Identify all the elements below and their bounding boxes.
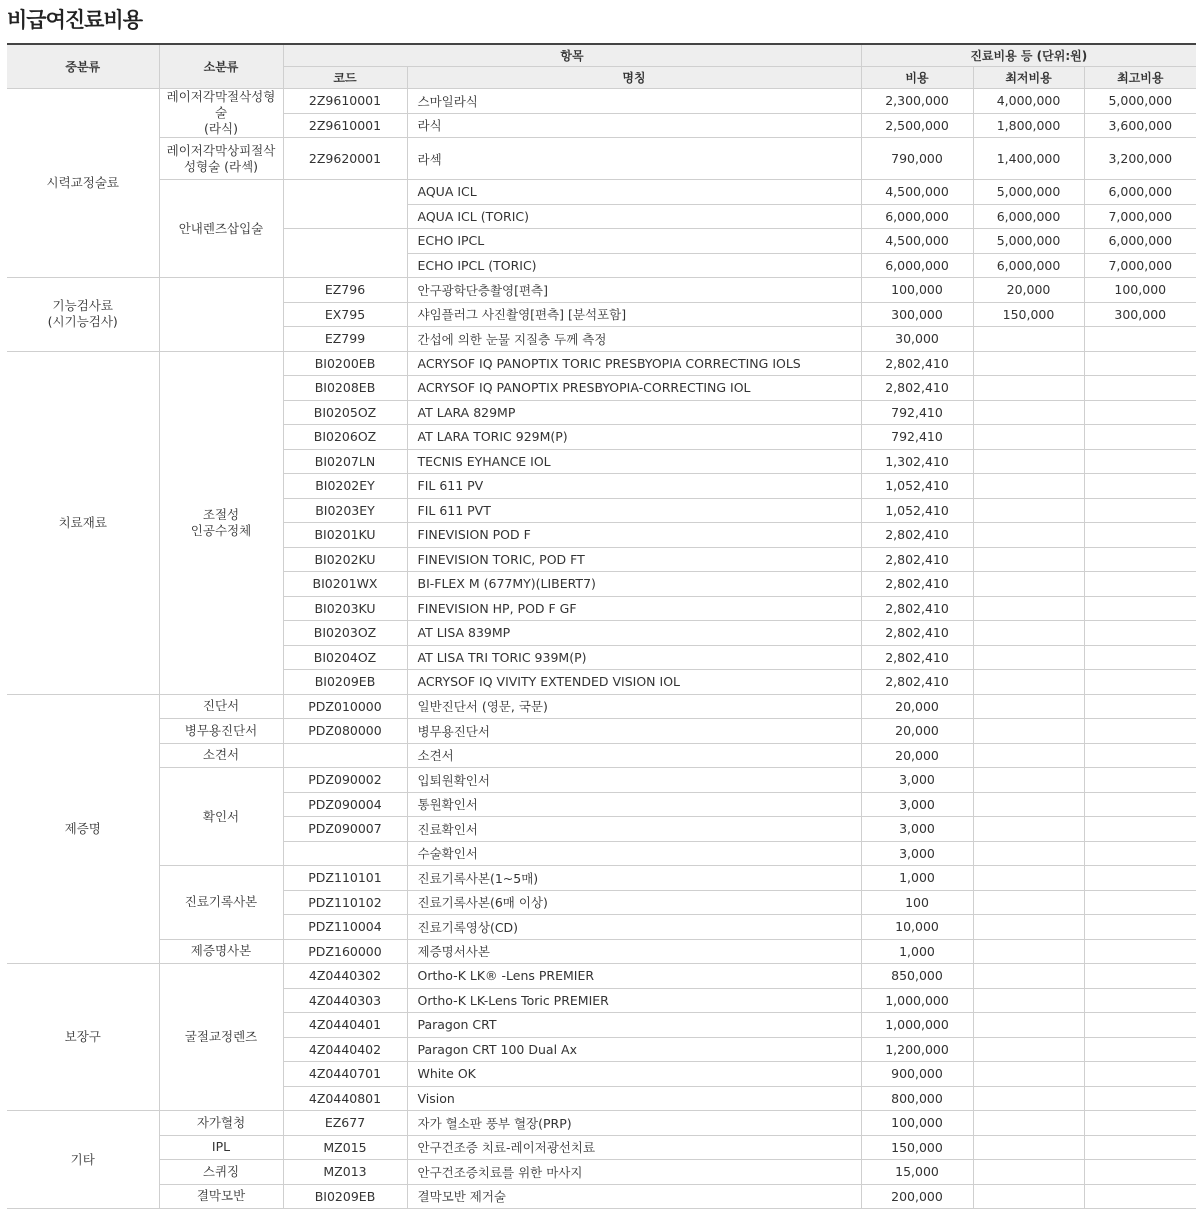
name-cell: 샤임플러그 사진촬영[편측] [분석포함]: [407, 302, 861, 327]
category-cell: 제증명: [7, 694, 159, 964]
header-code: 코드: [283, 67, 407, 89]
min-cost-cell: [973, 1013, 1084, 1038]
min-cost-cell: [973, 743, 1084, 768]
cost-cell: 4,500,000: [861, 229, 973, 254]
code-cell: BI0202EY: [283, 474, 407, 499]
min-cost-cell: [973, 792, 1084, 817]
table-row: [7, 1160, 1196, 1185]
code-cell: 4Z0440401: [283, 1013, 407, 1038]
name-cell: 간섭에 의한 눈물 지질층 두께 측정: [407, 327, 861, 352]
code-cell: EZ799: [283, 327, 407, 352]
header-cost-group: 진료비용 등 (단위:원): [861, 44, 1196, 67]
code-cell: [283, 743, 407, 768]
name-cell: 병무용진단서: [407, 719, 861, 744]
cost-cell: 4,500,000: [861, 180, 973, 205]
min-cost-cell: [973, 474, 1084, 499]
max-cost-cell: [1084, 964, 1196, 989]
cost-cell: 2,802,410: [861, 376, 973, 401]
code-cell: [283, 229, 407, 278]
subcategory-cell: IPL: [159, 1135, 283, 1160]
min-cost-cell: [973, 841, 1084, 866]
max-cost-cell: [1084, 866, 1196, 891]
min-cost-cell: 6,000,000: [973, 204, 1084, 229]
name-cell: Paragon CRT 100 Dual Ax: [407, 1037, 861, 1062]
subcategory-cell: 레이저각막상피절삭 성형술 (라섹): [159, 138, 283, 180]
max-cost-cell: [1084, 449, 1196, 474]
min-cost-cell: [973, 866, 1084, 891]
code-cell: PDZ160000: [283, 939, 407, 964]
name-cell: FIL 611 PV: [407, 474, 861, 499]
code-cell: 2Z9610001: [283, 113, 407, 138]
header-subcategory: 소분류: [159, 44, 283, 89]
cost-cell: 2,300,000: [861, 89, 973, 114]
cost-cell: 3,000: [861, 792, 973, 817]
name-cell: AQUA ICL (TORIC): [407, 204, 861, 229]
name-cell: 제증명서사본: [407, 939, 861, 964]
cost-cell: 1,302,410: [861, 449, 973, 474]
code-cell: 4Z0440701: [283, 1062, 407, 1087]
max-cost-cell: [1084, 425, 1196, 450]
code-cell: PDZ080000: [283, 719, 407, 744]
min-cost-cell: [973, 621, 1084, 646]
cost-cell: 1,000: [861, 939, 973, 964]
table-row: [7, 1184, 1196, 1209]
code-cell: BI0201WX: [283, 572, 407, 597]
min-cost-cell: [973, 890, 1084, 915]
table-row: [7, 180, 1196, 205]
cost-cell: 2,802,410: [861, 621, 973, 646]
code-cell: BI0202KU: [283, 547, 407, 572]
min-cost-cell: [973, 498, 1084, 523]
max-cost-cell: [1084, 474, 1196, 499]
max-cost-cell: [1084, 645, 1196, 670]
min-cost-cell: [973, 817, 1084, 842]
min-cost-cell: 5,000,000: [973, 229, 1084, 254]
cost-cell: 1,000,000: [861, 988, 973, 1013]
max-cost-cell: [1084, 498, 1196, 523]
code-cell: BI0203OZ: [283, 621, 407, 646]
cost-cell: 900,000: [861, 1062, 973, 1087]
cost-cell: 2,802,410: [861, 645, 973, 670]
table-row: [7, 89, 1196, 114]
subcategory-cell: 진단서: [159, 694, 283, 719]
max-cost-cell: [1084, 1111, 1196, 1136]
name-cell: 라식: [407, 113, 861, 138]
cost-cell: 1,052,410: [861, 474, 973, 499]
min-cost-cell: [973, 1184, 1084, 1209]
code-cell: 4Z0440402: [283, 1037, 407, 1062]
min-cost-cell: [973, 768, 1084, 793]
code-cell: PDZ090004: [283, 792, 407, 817]
table-row: [7, 351, 1196, 376]
cost-cell: 30,000: [861, 327, 973, 352]
cost-cell: 100,000: [861, 278, 973, 303]
min-cost-cell: 5,000,000: [973, 180, 1084, 205]
max-cost-cell: 3,200,000: [1084, 138, 1196, 180]
subcategory-cell: 자가혈청: [159, 1111, 283, 1136]
max-cost-cell: 7,000,000: [1084, 204, 1196, 229]
header-min-cost: 최저비용: [973, 67, 1084, 89]
name-cell: 안구건조증치료를 위한 마사지: [407, 1160, 861, 1185]
header-name: 명칭: [407, 67, 861, 89]
max-cost-cell: [1084, 327, 1196, 352]
min-cost-cell: [973, 1037, 1084, 1062]
name-cell: 결막모반 제거술: [407, 1184, 861, 1209]
code-cell: PDZ090002: [283, 768, 407, 793]
cost-cell: 1,052,410: [861, 498, 973, 523]
cost-cell: 3,000: [861, 817, 973, 842]
table-row: [7, 138, 1196, 180]
cost-cell: 2,802,410: [861, 596, 973, 621]
code-cell: BI0206OZ: [283, 425, 407, 450]
cost-cell: 300,000: [861, 302, 973, 327]
code-cell: PDZ090007: [283, 817, 407, 842]
max-cost-cell: [1084, 400, 1196, 425]
code-cell: 2Z9610001: [283, 89, 407, 114]
name-cell: ACRYSOF IQ VIVITY EXTENDED VISION IOL: [407, 670, 861, 695]
cost-cell: 200,000: [861, 1184, 973, 1209]
cost-cell: 790,000: [861, 138, 973, 180]
name-cell: 라섹: [407, 138, 861, 180]
subcategory-cell: 조절성 인공수정체: [159, 351, 283, 694]
name-cell: 스마일라식: [407, 89, 861, 114]
header-cost: 비용: [861, 67, 973, 89]
cost-cell: 20,000: [861, 719, 973, 744]
code-cell: PDZ110101: [283, 866, 407, 891]
min-cost-cell: 1,400,000: [973, 138, 1084, 180]
max-cost-cell: [1084, 1037, 1196, 1062]
cost-cell: 2,802,410: [861, 351, 973, 376]
min-cost-cell: [973, 376, 1084, 401]
max-cost-cell: [1084, 915, 1196, 940]
cost-cell: 20,000: [861, 694, 973, 719]
min-cost-cell: [973, 449, 1084, 474]
name-cell: AT LARA TORIC 929M(P): [407, 425, 861, 450]
code-cell: BI0209EB: [283, 670, 407, 695]
min-cost-cell: [973, 1160, 1084, 1185]
max-cost-cell: [1084, 1135, 1196, 1160]
max-cost-cell: 3,600,000: [1084, 113, 1196, 138]
max-cost-cell: 7,000,000: [1084, 253, 1196, 278]
code-cell: 4Z0440302: [283, 964, 407, 989]
min-cost-cell: [973, 670, 1084, 695]
name-cell: ECHO IPCL (TORIC): [407, 253, 861, 278]
min-cost-cell: [973, 1135, 1084, 1160]
name-cell: 통원확인서: [407, 792, 861, 817]
category-cell: 치료재료: [7, 351, 159, 694]
header-max-cost: 최고비용: [1084, 67, 1196, 89]
max-cost-cell: 6,000,000: [1084, 229, 1196, 254]
max-cost-cell: [1084, 890, 1196, 915]
code-cell: MZ013: [283, 1160, 407, 1185]
min-cost-cell: [973, 719, 1084, 744]
name-cell: ACRYSOF IQ PANOPTIX TORIC PRESBYOPIA CORRECTING IOLS: [407, 351, 861, 376]
cost-cell: 1,200,000: [861, 1037, 973, 1062]
code-cell: BI0209EB: [283, 1184, 407, 1209]
name-cell: Vision: [407, 1086, 861, 1111]
cost-cell: 10,000: [861, 915, 973, 940]
name-cell: 진료기록영상(CD): [407, 915, 861, 940]
min-cost-cell: [973, 596, 1084, 621]
name-cell: FINEVISION POD F: [407, 523, 861, 548]
max-cost-cell: [1084, 596, 1196, 621]
name-cell: 진료확인서: [407, 817, 861, 842]
min-cost-cell: [973, 1086, 1084, 1111]
code-cell: PDZ110004: [283, 915, 407, 940]
name-cell: FIL 611 PVT: [407, 498, 861, 523]
min-cost-cell: [973, 1111, 1084, 1136]
min-cost-cell: [973, 988, 1084, 1013]
name-cell: 소견서: [407, 743, 861, 768]
max-cost-cell: [1084, 351, 1196, 376]
min-cost-cell: [973, 400, 1084, 425]
cost-cell: 3,000: [861, 841, 973, 866]
header-category: 중분류: [7, 44, 159, 89]
code-cell: 4Z0440303: [283, 988, 407, 1013]
cost-cell: 2,802,410: [861, 572, 973, 597]
max-cost-cell: [1084, 670, 1196, 695]
name-cell: Ortho-K LK® -Lens PREMIER: [407, 964, 861, 989]
page-title: 비급여진료비용: [7, 8, 143, 32]
max-cost-cell: 100,000: [1084, 278, 1196, 303]
cost-cell: 150,000: [861, 1135, 973, 1160]
name-cell: AQUA ICL: [407, 180, 861, 205]
code-cell: PDZ010000: [283, 694, 407, 719]
subcategory-cell: 진료기록사본: [159, 866, 283, 940]
name-cell: 진료기록사본(6매 이상): [407, 890, 861, 915]
max-cost-cell: [1084, 1184, 1196, 1209]
code-cell: BI0205OZ: [283, 400, 407, 425]
cost-cell: 2,500,000: [861, 113, 973, 138]
name-cell: 안구광학단층촬영[편측]: [407, 278, 861, 303]
name-cell: 수술확인서: [407, 841, 861, 866]
name-cell: BI-FLEX M (677MY)(LIBERT7): [407, 572, 861, 597]
code-cell: BI0208EB: [283, 376, 407, 401]
max-cost-cell: [1084, 719, 1196, 744]
subcategory-cell: 스퀴징: [159, 1160, 283, 1185]
cost-cell: 100: [861, 890, 973, 915]
min-cost-cell: [973, 425, 1084, 450]
subcategory-cell: 병무용진단서: [159, 719, 283, 744]
code-cell: BI0201KU: [283, 523, 407, 548]
cost-cell: 1,000: [861, 866, 973, 891]
table-row: [7, 964, 1196, 989]
min-cost-cell: [973, 351, 1084, 376]
name-cell: ACRYSOF IQ PANOPTIX PRESBYOPIA-CORRECTING IOL: [407, 376, 861, 401]
name-cell: AT LISA TRI TORIC 939M(P): [407, 645, 861, 670]
category-cell: 기타: [7, 1111, 159, 1209]
table-row: [7, 939, 1196, 964]
cost-cell: 3,000: [861, 768, 973, 793]
name-cell: 입퇴원확인서: [407, 768, 861, 793]
code-cell: BI0203KU: [283, 596, 407, 621]
table-row: [7, 1135, 1196, 1160]
max-cost-cell: 5,000,000: [1084, 89, 1196, 114]
cost-cell: 6,000,000: [861, 253, 973, 278]
name-cell: 안구건조증 치료-레이저광선치료: [407, 1135, 861, 1160]
min-cost-cell: [973, 694, 1084, 719]
max-cost-cell: [1084, 572, 1196, 597]
cost-cell: 850,000: [861, 964, 973, 989]
name-cell: 자가 혈소판 풍부 혈장(PRP): [407, 1111, 861, 1136]
subcategory-cell: 확인서: [159, 768, 283, 866]
code-cell: MZ015: [283, 1135, 407, 1160]
min-cost-cell: [973, 964, 1084, 989]
table-row: [7, 768, 1196, 793]
category-cell: 보장구: [7, 964, 159, 1111]
code-cell: EZ677: [283, 1111, 407, 1136]
max-cost-cell: 300,000: [1084, 302, 1196, 327]
cost-cell: 2,802,410: [861, 523, 973, 548]
cost-cell: 792,410: [861, 425, 973, 450]
subcategory-cell: 제증명사본: [159, 939, 283, 964]
name-cell: 진료기록사본(1~5매): [407, 866, 861, 891]
max-cost-cell: [1084, 1160, 1196, 1185]
max-cost-cell: [1084, 939, 1196, 964]
table-row: [7, 278, 1196, 303]
name-cell: FINEVISION TORIC, POD FT: [407, 547, 861, 572]
table-row: [7, 1111, 1196, 1136]
subcategory-cell: 레이저각막절삭성형술 (라식): [159, 89, 283, 138]
table-row: [7, 743, 1196, 768]
category-cell: 시력교정술료: [7, 89, 159, 278]
code-cell: [283, 180, 407, 229]
code-cell: BI0204OZ: [283, 645, 407, 670]
max-cost-cell: [1084, 841, 1196, 866]
subcategory-cell: 안내렌즈삽입술: [159, 180, 283, 278]
min-cost-cell: 1,800,000: [973, 113, 1084, 138]
cost-cell: 2,802,410: [861, 547, 973, 572]
min-cost-cell: 20,000: [973, 278, 1084, 303]
name-cell: White OK: [407, 1062, 861, 1087]
cost-cell: 15,000: [861, 1160, 973, 1185]
name-cell: Ortho-K LK-Lens Toric PREMIER: [407, 988, 861, 1013]
min-cost-cell: [973, 645, 1084, 670]
table-row: [7, 719, 1196, 744]
subcategory-cell: 결막모반: [159, 1184, 283, 1209]
header-item: 항목: [283, 44, 861, 67]
subcategory-cell: [159, 278, 283, 352]
min-cost-cell: [973, 1062, 1084, 1087]
cost-cell: 792,410: [861, 400, 973, 425]
max-cost-cell: [1084, 621, 1196, 646]
name-cell: FINEVISION HP, POD F GF: [407, 596, 861, 621]
min-cost-cell: [973, 572, 1084, 597]
subcategory-cell: 굴절교정렌즈: [159, 964, 283, 1111]
max-cost-cell: [1084, 694, 1196, 719]
max-cost-cell: [1084, 547, 1196, 572]
max-cost-cell: [1084, 523, 1196, 548]
cost-cell: 20,000: [861, 743, 973, 768]
name-cell: 일반진단서 (영문, 국문): [407, 694, 861, 719]
code-cell: [283, 841, 407, 866]
code-cell: EZ796: [283, 278, 407, 303]
min-cost-cell: [973, 915, 1084, 940]
name-cell: AT LARA 829MP: [407, 400, 861, 425]
min-cost-cell: 4,000,000: [973, 89, 1084, 114]
max-cost-cell: [1084, 817, 1196, 842]
code-cell: BI0200EB: [283, 351, 407, 376]
min-cost-cell: 6,000,000: [973, 253, 1084, 278]
max-cost-cell: [1084, 792, 1196, 817]
code-cell: PDZ110102: [283, 890, 407, 915]
code-cell: EX795: [283, 302, 407, 327]
code-cell: BI0207LN: [283, 449, 407, 474]
max-cost-cell: [1084, 988, 1196, 1013]
name-cell: AT LISA 839MP: [407, 621, 861, 646]
max-cost-cell: [1084, 376, 1196, 401]
fee-table-body: [7, 89, 1196, 1209]
code-cell: BI0203EY: [283, 498, 407, 523]
cost-cell: 1,000,000: [861, 1013, 973, 1038]
cost-cell: 100,000: [861, 1111, 973, 1136]
name-cell: TECNIS EYHANCE IOL: [407, 449, 861, 474]
max-cost-cell: [1084, 768, 1196, 793]
category-cell: 기능검사료 (시기능검사): [7, 278, 159, 352]
max-cost-cell: [1084, 1013, 1196, 1038]
min-cost-cell: [973, 939, 1084, 964]
cost-cell: 800,000: [861, 1086, 973, 1111]
min-cost-cell: [973, 327, 1084, 352]
min-cost-cell: [973, 523, 1084, 548]
min-cost-cell: 150,000: [973, 302, 1084, 327]
subcategory-cell: 소견서: [159, 743, 283, 768]
cost-cell: 2,802,410: [861, 670, 973, 695]
max-cost-cell: [1084, 743, 1196, 768]
max-cost-cell: [1084, 1062, 1196, 1087]
code-cell: 2Z9620001: [283, 138, 407, 180]
max-cost-cell: 6,000,000: [1084, 180, 1196, 205]
name-cell: ECHO IPCL: [407, 229, 861, 254]
code-cell: 4Z0440801: [283, 1086, 407, 1111]
max-cost-cell: [1084, 1086, 1196, 1111]
table-row: [7, 866, 1196, 891]
cost-cell: 6,000,000: [861, 204, 973, 229]
table-row: [7, 694, 1196, 719]
name-cell: Paragon CRT: [407, 1013, 861, 1038]
fee-table: [7, 43, 1196, 1209]
min-cost-cell: [973, 547, 1084, 572]
